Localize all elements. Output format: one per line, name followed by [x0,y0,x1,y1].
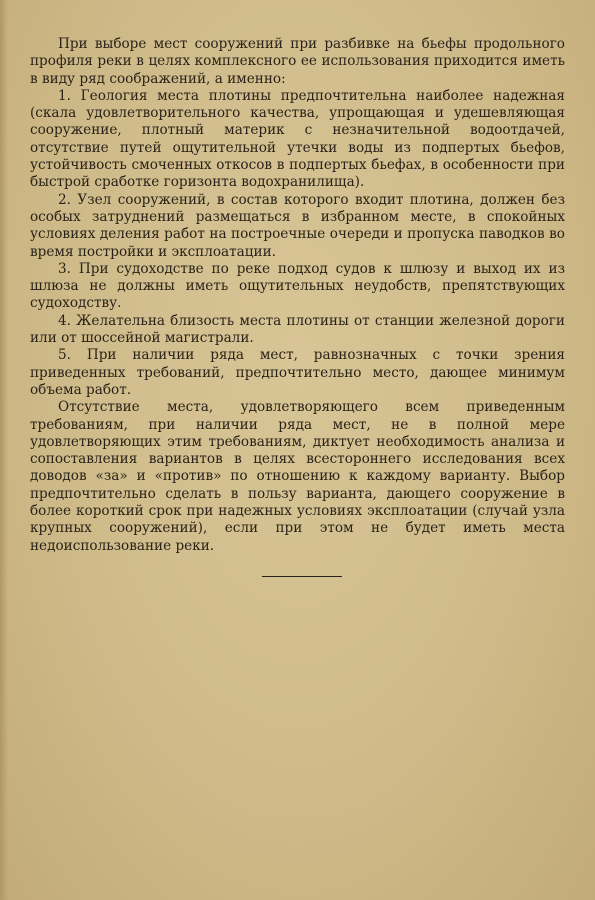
paragraph-item-1: 1. Геология места плотины предпочтительна наиболее надежная (скала удовлетворительного качества, упрощающая и удешевляющая сооружение, плотный материк с незначительной водоотдачей, отсутствие путей ощутительной утечки воды из подпертых бьефов, устойчивость смоченных откосов в подпертых бьефах, в особенности при быстрой сработке горизонта водохранилища). [30,87,565,191]
paragraph-item-4: 4. Желательна близость места плотины от станции железной дороги или от шоссейной магистрали. [30,312,565,347]
paragraph-item-3: 3. При судоходстве по реке подход судов к шлюзу и выход их из шлюза не должны иметь ощутительных неудобств, препятствующих судоходству. [30,260,565,312]
body-text [30,36,565,555]
paragraph-item-5: 5. При наличии ряда мест, равнозначных с точки зрения приведенных требований, предпочтительно место, дающее минимум объема работ. [30,347,565,398]
paragraph-item-2: 2. Узел сооружений, в состав которого входит плотина, должен без особых затруднений размещаться в избранном месте, в спокойных условиях деления работ на построечные очереди и пропуска паводков во время постройки и эксплоатации. [30,191,565,260]
paragraph-conclusion: Отсутствие места, удовлетворяющего всем приведенным требованиям, при наличии ряда мест, не в полной мере удовлетворяющих этим требованиям, диктует необходимость анализа и сопоставления вариантов в целях всестороннего исследования всех доводов «за» и «против» по отношению к каждому варианту. Выбор предпочтительно сделать в пользу варианта, дающего сооружение в более короткий срок при надежных условиях эксплоатации (случай узла крупных сооружений), если при этом не будет иметь места недоиспользование реки. [30,399,565,554]
section-separator-line [262,576,342,577]
paragraph-intro: При выборе мест сооружений при разбивке на бьефы продольного профиля реки в целях комплексного ее использования приходится иметь в виду ряд соображений, а именно: [30,36,565,87]
